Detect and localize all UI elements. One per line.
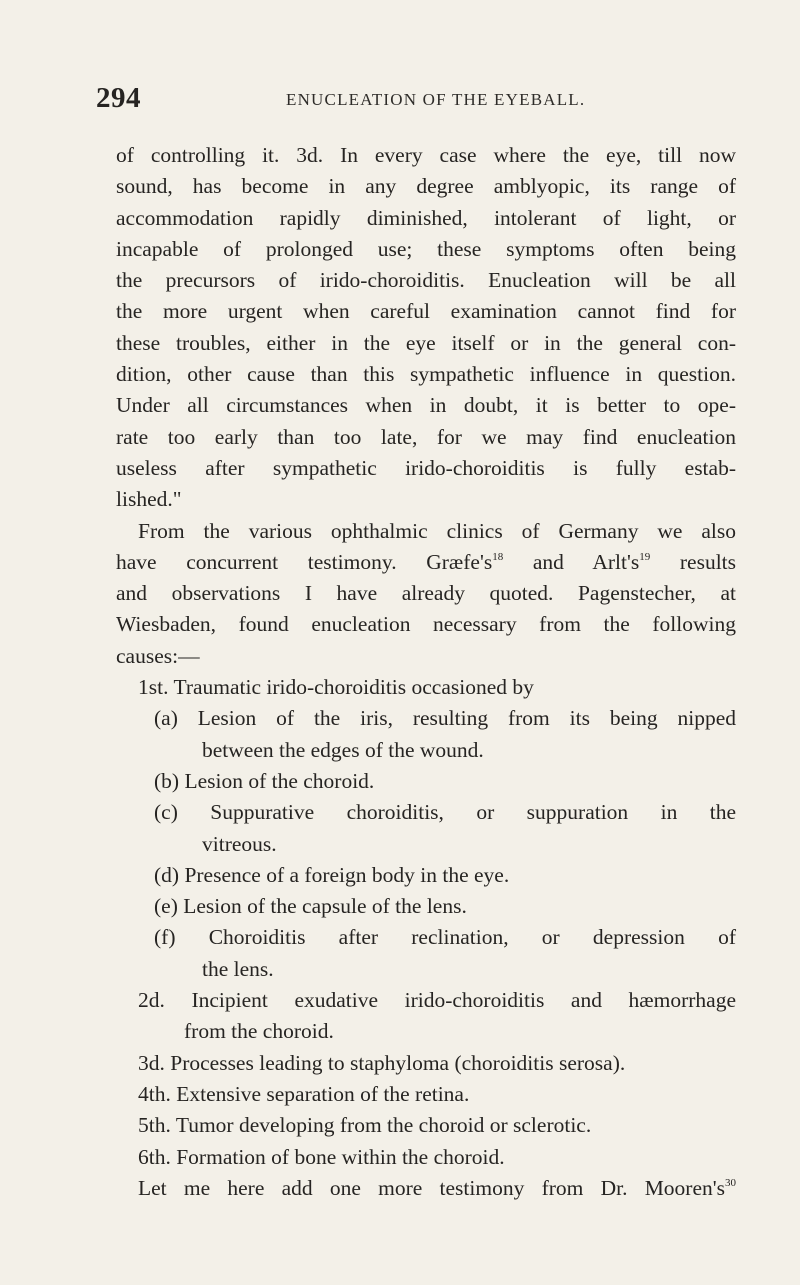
- list-item: 5th. Tumor developing from the choroid or sclerotic.: [138, 1113, 592, 1138]
- list-subitem-continued: the lens.: [202, 956, 274, 981]
- list-subitem: (b) Lesion of the choroid.: [154, 768, 375, 793]
- text-line: lished.": [116, 487, 182, 512]
- list-item: 1st. Traumatic irido-choroiditis occasioned by: [138, 675, 534, 700]
- list-item: 4th. Extensive separation of the retina.: [138, 1081, 470, 1106]
- list-subitem: (a) Lesion of the iris, resulting from its being nipped: [154, 706, 736, 731]
- text-segment: and Arlt's: [503, 549, 640, 574]
- text-line: Wiesbaden, found enucleation necessary from the following: [116, 612, 736, 637]
- list-subitem: (f) Choroiditis after reclination, or depression of: [154, 925, 736, 950]
- text-line: the more urgent when careful examination cannot find for: [116, 299, 736, 324]
- text-line: useless after sympathetic irido-choroiditis is fully estab-: [116, 455, 736, 480]
- text-line: dition, other cause than this sympathetic influence in question.: [116, 362, 736, 387]
- list-item-continued: from the choroid.: [184, 1019, 334, 1044]
- list-subitem: (c) Suppurative choroiditis, or suppuration in the: [154, 800, 736, 825]
- text-line-with-reference: [116, 1173, 736, 1204]
- body-text: [116, 140, 736, 1204]
- text-line: these troubles, either in the eye itself or in the general con-: [116, 330, 736, 355]
- text-line: the precursors of irido-choroiditis. Enucleation will be all: [116, 268, 736, 293]
- list-subitem-continued: between the edges of the wound.: [202, 737, 484, 762]
- page-header: [96, 82, 736, 122]
- text-segment: have concurrent testimony. Græfe's: [116, 549, 493, 574]
- footnote-ref: 19: [639, 550, 651, 563]
- text-line: rate too early than too late, for we may find enucleation: [116, 424, 736, 449]
- list-item: 2d. Incipient exudative irido-choroiditis and hæmorrhage: [138, 988, 736, 1013]
- page-number: 294: [96, 82, 141, 114]
- text-line: sound, has become in any degree amblyopic, its range of: [116, 174, 736, 199]
- text-line-with-references: [116, 547, 736, 578]
- text-segment: Let me here add one more testimony from Dr. Mooren's: [138, 1175, 725, 1200]
- text-line: of controlling it. 3d. In every case where the eye, till now: [116, 143, 736, 167]
- text-line: and observations I have already quoted. Pagenstecher, at: [116, 581, 736, 606]
- text-line: Under all circumstances when in doubt, it is better to ope-: [116, 393, 736, 418]
- text-line: accommodation rapidly diminished, intolerant of light, or: [116, 205, 736, 230]
- text-segment: results: [650, 549, 737, 574]
- list-item: 3d. Processes leading to staphyloma (choroiditis serosa).: [138, 1050, 626, 1075]
- text-line: incapable of prolonged use; these symptoms often being: [116, 236, 736, 261]
- list-subitem-continued: vitreous.: [202, 831, 277, 856]
- footnote-ref: 30: [725, 1176, 736, 1189]
- footnote-ref: 18: [492, 550, 504, 563]
- list-item: 6th. Formation of bone within the choroid.: [138, 1144, 505, 1169]
- text-line: From the various ophthalmic clinics of Germany we also: [138, 518, 736, 543]
- list-subitem: (e) Lesion of the capsule of the lens.: [154, 894, 467, 919]
- running-head: ENUCLEATION OF THE EYEBALL.: [286, 90, 586, 109]
- text-line: causes:—: [116, 643, 200, 668]
- list-subitem: (d) Presence of a foreign body in the eye.: [154, 862, 510, 887]
